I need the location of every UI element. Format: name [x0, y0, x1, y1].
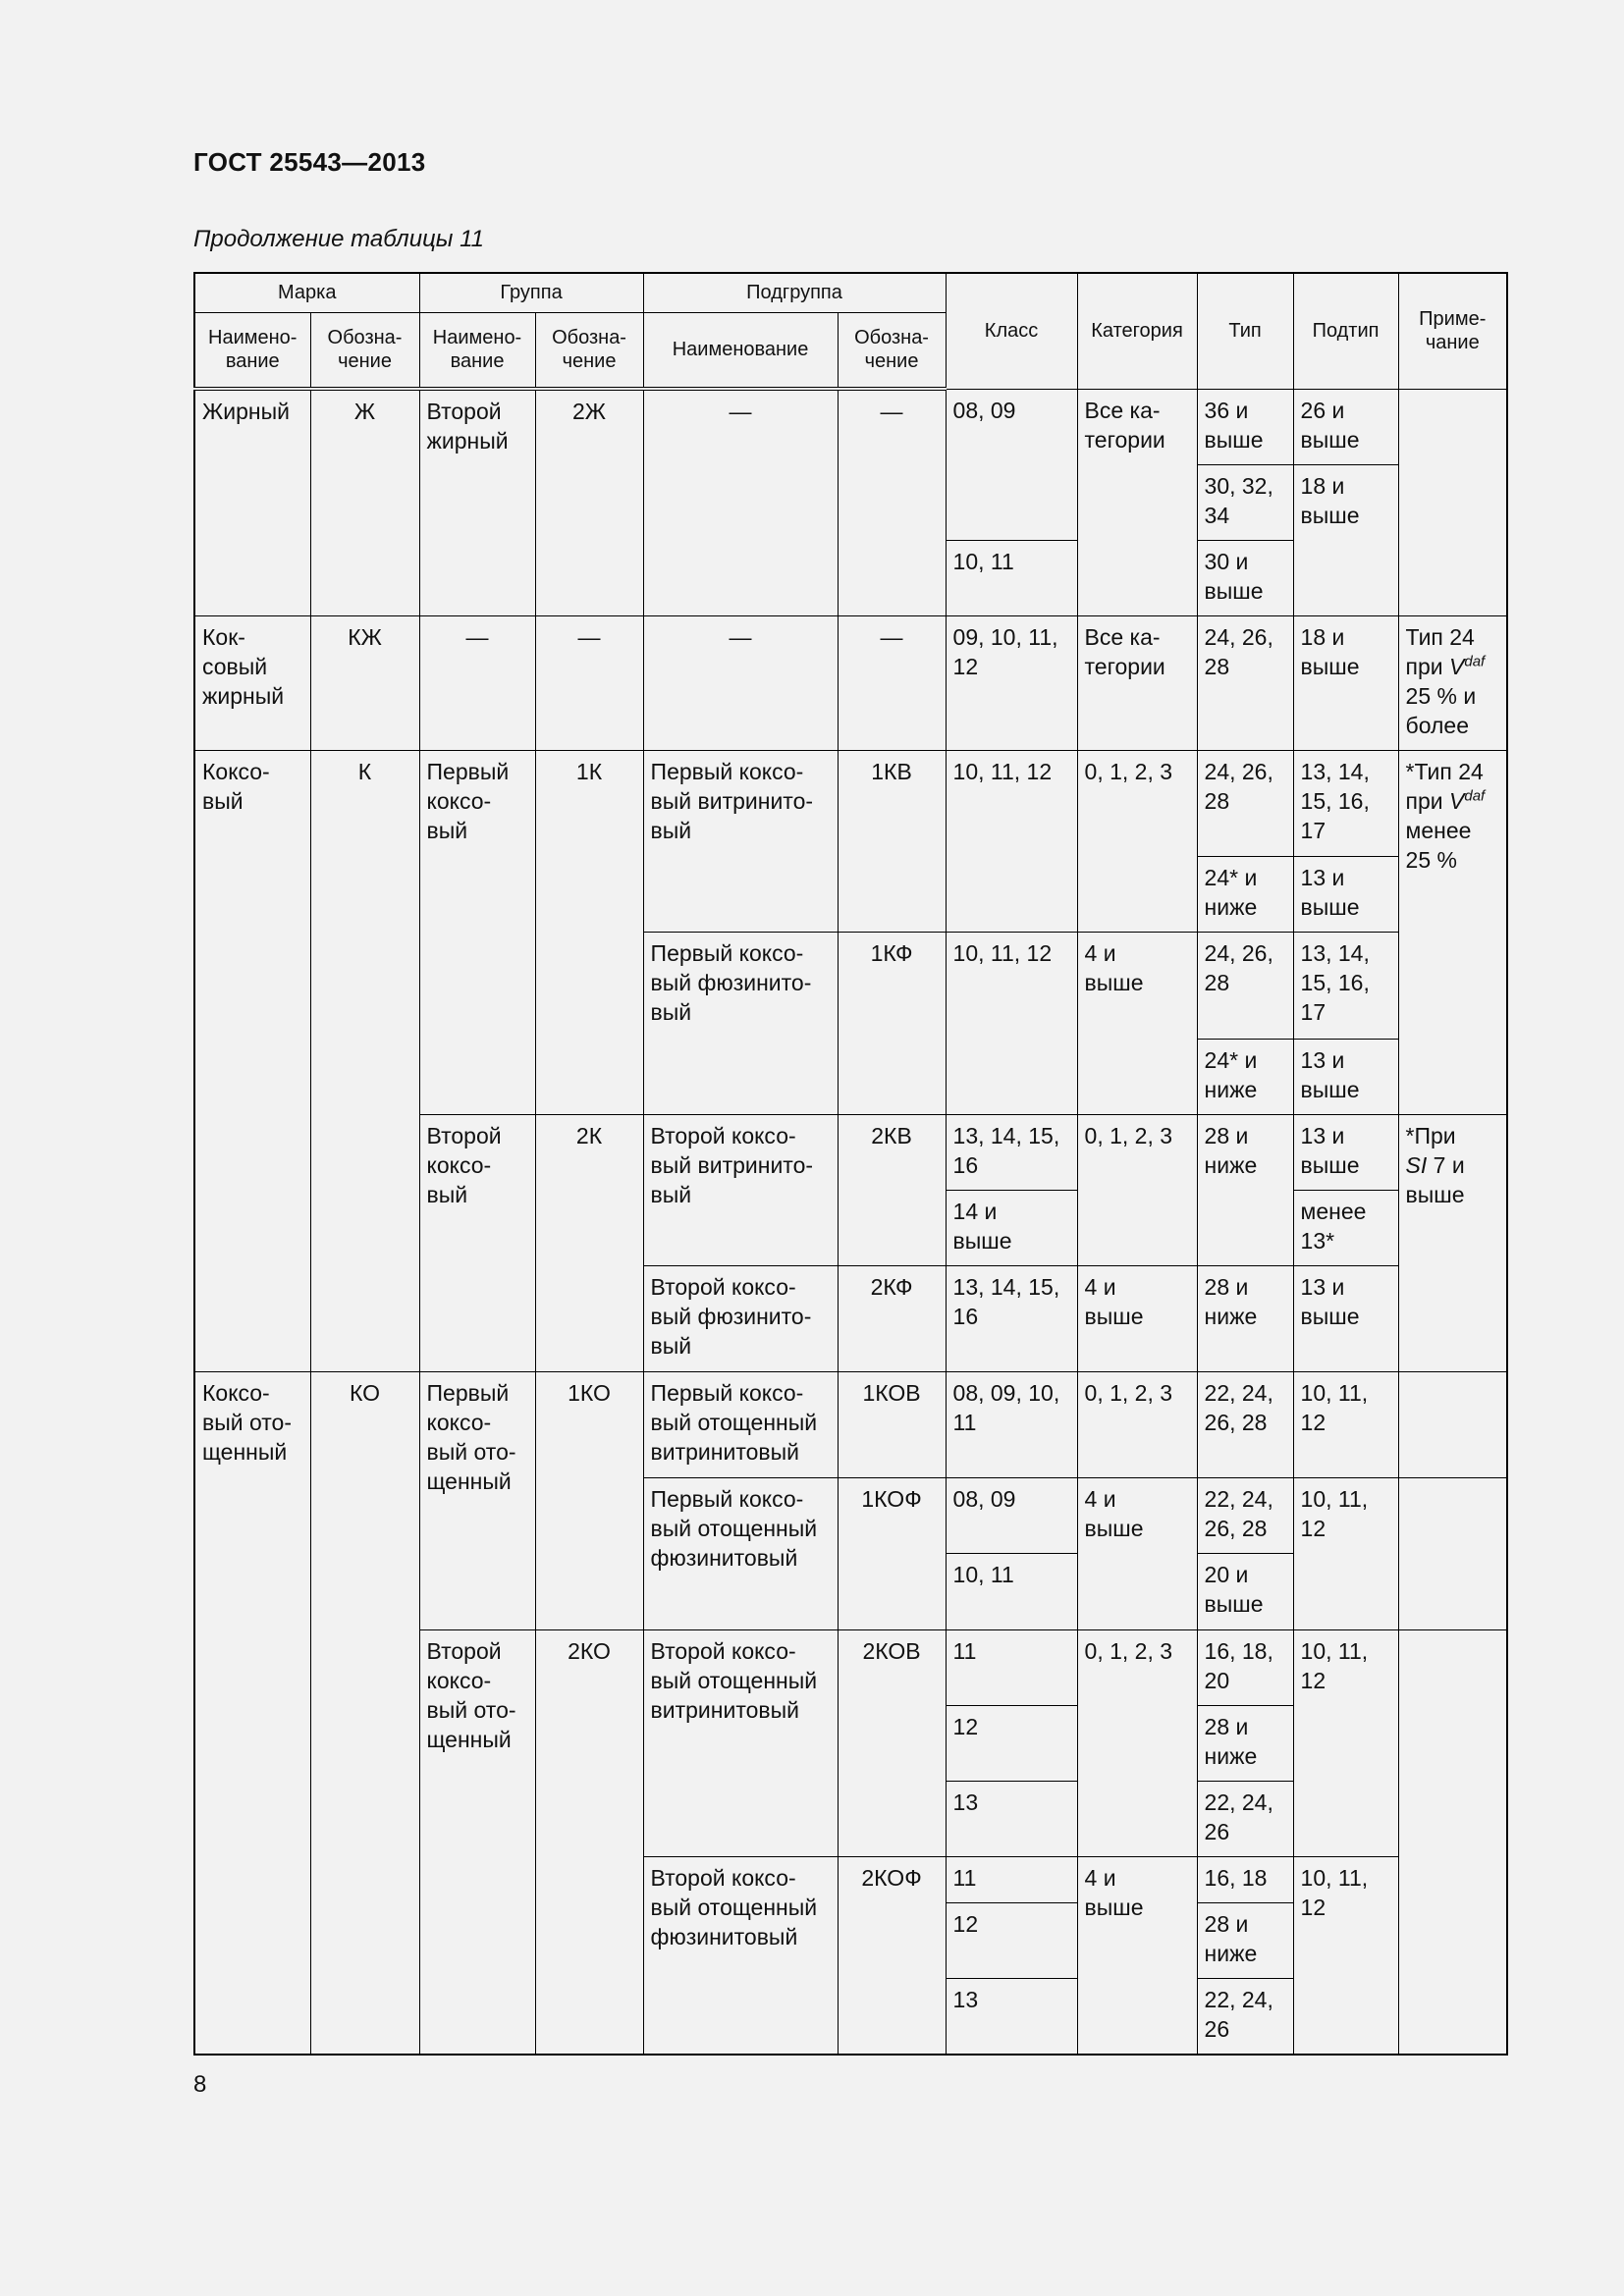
header-podtip: Подтип	[1293, 273, 1398, 389]
ko-2kov-klass-3: 13	[946, 1781, 1077, 1856]
kzh-marka-code: КЖ	[310, 615, 419, 750]
zh-group-code: 2Ж	[535, 389, 643, 615]
ko-group-2-code: 2КО	[535, 1629, 643, 2055]
zh-note	[1398, 389, 1507, 615]
ko-1kov-note	[1398, 1372, 1507, 1478]
k-note-1-sup: daf	[1464, 787, 1486, 805]
ko-2kov-podtip: 10, 11, 12	[1293, 1629, 1398, 1856]
kzh-note	[1398, 615, 1507, 750]
k-2kf-podtip: 13 и выше	[1293, 1265, 1398, 1371]
header-gruppa-oboz: Обозна- чение	[535, 312, 643, 389]
header-marka-naim: Наимено- вание	[194, 312, 310, 389]
zh-podtip-2: 18 и выше	[1293, 464, 1398, 615]
ko-2kov-tip-2: 28 и ниже	[1197, 1705, 1293, 1781]
zh-tip-1: 36 и выше	[1197, 389, 1293, 464]
kzh-podtip: 18 и выше	[1293, 615, 1398, 750]
kzh-note-sup: daf	[1464, 653, 1486, 670]
k-marka: Коксо- вый	[194, 751, 310, 1372]
k-2kv-klass-1: 13, 14, 15, 16	[946, 1114, 1077, 1190]
header-marka: Марка	[194, 273, 419, 312]
k-1kv-tip-1: 24, 26, 28	[1197, 751, 1293, 857]
k-2kf-klass: 13, 14, 15, 16	[946, 1265, 1077, 1371]
header-tip: Тип	[1197, 273, 1293, 389]
ko-1kof-name: Первый коксо- вый отощенный фюзинитовый	[643, 1478, 838, 1629]
header-gruppa-naim: Наимено- вание	[419, 312, 535, 389]
header-klass: Класс	[946, 273, 1077, 389]
ko-1kov-tip: 22, 24, 26, 28	[1197, 1372, 1293, 1478]
k-2kf-category: 4 и выше	[1077, 1265, 1197, 1371]
header-gruppa: Группа	[419, 273, 643, 312]
k-2kv-podtip-2: менее 13*	[1293, 1190, 1398, 1265]
k-note-2-a: *При	[1405, 1122, 1456, 1148]
kzh-marka: Кок- совый жирный	[194, 615, 310, 750]
kzh-group-code-dash: —	[535, 615, 643, 750]
ko-2kof-klass-2: 12	[946, 1903, 1077, 1979]
ko-marka: Коксо- вый ото- щенный	[194, 1372, 310, 2055]
header-podgruppa-oboz: Обозна- чение	[838, 312, 946, 389]
ko-1kov-klass: 08, 09, 10, 11	[946, 1372, 1077, 1478]
ko-2kof-tip-2: 28 и ниже	[1197, 1903, 1293, 1979]
ko-2kov-name: Второй коксо- вый отощенный витринитовый	[643, 1629, 838, 1856]
ko-group-1: Первый коксо- вый ото- щенный	[419, 1372, 535, 1629]
ko-2kov-category: 0, 1, 2, 3	[1077, 1629, 1197, 1856]
ko-2kov-code: 2КОВ	[838, 1629, 946, 1856]
k-2kv-category: 0, 1, 2, 3	[1077, 1114, 1197, 1265]
k-marka-code: К	[310, 751, 419, 1372]
k-1kv-name: Первый коксо- вый витринито- вый	[643, 751, 838, 933]
ko-2kof-klass-1: 11	[946, 1856, 1077, 1902]
kzh-note-a: Тип 24 при	[1405, 623, 1475, 679]
k-group-2-code: 2К	[535, 1114, 643, 1371]
zh-tip-2: 30, 32, 34	[1197, 464, 1293, 540]
zh-tip-3: 30 и выше	[1197, 540, 1293, 615]
k-group-2: Второй коксо- вый	[419, 1114, 535, 1371]
ko-2kof-podtip: 10, 11, 12	[1293, 1856, 1398, 2055]
k-2kv-podtip-1: 13 и выше	[1293, 1114, 1398, 1190]
zh-marka: Жирный	[194, 389, 310, 615]
ko-marka-code: КО	[310, 1372, 419, 2055]
ko-1kov-name: Первый коксо- вый отощенный витринитовый	[643, 1372, 838, 1478]
k-1kf-name: Первый коксо- вый фюзинито- вый	[643, 933, 838, 1114]
k-2kv-code: 2КВ	[838, 1114, 946, 1265]
k-2kv-tip: 28 и ниже	[1197, 1114, 1293, 1265]
ko-2kov-klass-1: 11	[946, 1629, 1077, 1705]
ko-group-2: Второй коксо- вый ото- щенный	[419, 1629, 535, 2055]
header-primechanie: Приме- чание	[1398, 273, 1507, 389]
ko-2kof-code: 2КОФ	[838, 1856, 946, 2055]
k-1kf-podtip-2: 13 и выше	[1293, 1039, 1398, 1114]
zh-subgroup-code-dash: —	[838, 389, 946, 615]
kzh-note-v: V	[1449, 653, 1465, 679]
ko-2kov-klass-2: 12	[946, 1705, 1077, 1781]
k-note-2	[1398, 1114, 1507, 1371]
ko-1kof-klass-1: 08, 09	[946, 1478, 1077, 1554]
k-1kf-podtip-1: 13, 14, 15, 16, 17	[1293, 933, 1398, 1039]
ko-1kov-podtip: 10, 11, 12	[1293, 1372, 1398, 1478]
ko-1kov-category: 0, 1, 2, 3	[1077, 1372, 1197, 1478]
zh-group: Второй жирный	[419, 389, 535, 615]
ko-1kof-podtip: 10, 11, 12	[1293, 1478, 1398, 1629]
kzh-subgroup-dash: —	[643, 615, 838, 750]
k-1kf-klass: 10, 11, 12	[946, 933, 1077, 1114]
ko-1kov-code: 1КОВ	[838, 1372, 946, 1478]
k-1kf-tip-2: 24* и ниже	[1197, 1039, 1293, 1114]
header-podgruppa-naim: Наименование	[643, 312, 838, 389]
header-podgruppa: Подгруппа	[643, 273, 946, 312]
header-kategoriya: Категория	[1077, 273, 1197, 389]
header-marka-oboz: Обозна- чение	[310, 312, 419, 389]
ko-1kof-code: 1КОФ	[838, 1478, 946, 1629]
k-note-2-si: SI	[1405, 1151, 1428, 1178]
ko-1kof-klass-2: 10, 11	[946, 1554, 1077, 1629]
ko-2kof-tip-3: 22, 24, 26	[1197, 1979, 1293, 2055]
k-2kv-klass-2: 14 и выше	[946, 1190, 1077, 1265]
kzh-klass: 09, 10, 11, 12	[946, 615, 1077, 750]
k-note-1-a: *Тип 24 при	[1405, 759, 1484, 815]
k-1kf-category: 4 и выше	[1077, 933, 1197, 1114]
kzh-tip: 24, 26, 28	[1197, 615, 1293, 750]
k-group-1-code: 1К	[535, 751, 643, 1115]
kzh-note-b: 25 % и более	[1405, 682, 1477, 738]
page-number: 8	[193, 2071, 207, 2098]
ko-1kof-tip-1: 22, 24, 26, 28	[1197, 1478, 1293, 1554]
k-1kv-tip-2: 24* и ниже	[1197, 857, 1293, 933]
k-1kv-klass: 10, 11, 12	[946, 751, 1077, 933]
k-1kv-podtip-2: 13 и выше	[1293, 857, 1398, 933]
kzh-group-dash: —	[419, 615, 535, 750]
document-title: ГОСТ 25543—2013	[193, 147, 426, 177]
k-note-1-b: менее 25 %	[1405, 818, 1472, 874]
k-1kv-category: 0, 1, 2, 3	[1077, 751, 1197, 933]
zh-klass-2: 10, 11	[946, 540, 1077, 615]
ko-1kof-note	[1398, 1478, 1507, 1629]
ko-2kof-tip-1: 16, 18	[1197, 1856, 1293, 1902]
k-2kv-name: Второй коксо- вый витринито- вый	[643, 1114, 838, 1265]
k-1kv-code: 1КВ	[838, 751, 946, 933]
ko-2kov-tip-3: 22, 24, 26	[1197, 1781, 1293, 1856]
k-1kv-podtip-1: 13, 14, 15, 16, 17	[1293, 751, 1398, 857]
k-1kf-tip-1: 24, 26, 28	[1197, 933, 1293, 1039]
k-group-1: Первый коксо- вый	[419, 751, 535, 1115]
kzh-category: Все ка- тегории	[1077, 615, 1197, 750]
zh-marka-code: Ж	[310, 389, 419, 615]
ko-2kof-category: 4 и выше	[1077, 1856, 1197, 2055]
k-2kf-code: 2КФ	[838, 1265, 946, 1371]
k-note-1-v: V	[1449, 788, 1465, 815]
kzh-subgroup-code-dash: —	[838, 615, 946, 750]
zh-podtip-1: 26 и выше	[1293, 389, 1398, 464]
table-caption: Продолжение таблицы 11	[193, 226, 485, 252]
ko-2kof-name: Второй коксо- вый отощенный фюзинитовый	[643, 1856, 838, 2055]
ko-group-1-code: 1КО	[535, 1372, 643, 1629]
zh-category: Все ка- тегории	[1077, 389, 1197, 615]
k-1kf-code: 1КФ	[838, 933, 946, 1114]
k-note-1	[1398, 751, 1507, 1115]
ko-2ko-note	[1398, 1629, 1507, 2055]
k-note-2-b: 7 и выше	[1405, 1151, 1465, 1207]
ko-1kof-tip-2: 20 и выше	[1197, 1554, 1293, 1629]
ko-2kov-tip-1: 16, 18, 20	[1197, 1629, 1293, 1705]
ko-2kof-klass-3: 13	[946, 1979, 1077, 2055]
zh-klass-1: 08, 09	[946, 389, 1077, 540]
k-2kf-name: Второй коксо- вый фюзинито- вый	[643, 1265, 838, 1371]
coal-classification-table	[193, 272, 1508, 2056]
ko-1kof-category: 4 и выше	[1077, 1478, 1197, 1629]
k-2kf-tip: 28 и ниже	[1197, 1265, 1293, 1371]
zh-subgroup-dash: —	[643, 389, 838, 615]
